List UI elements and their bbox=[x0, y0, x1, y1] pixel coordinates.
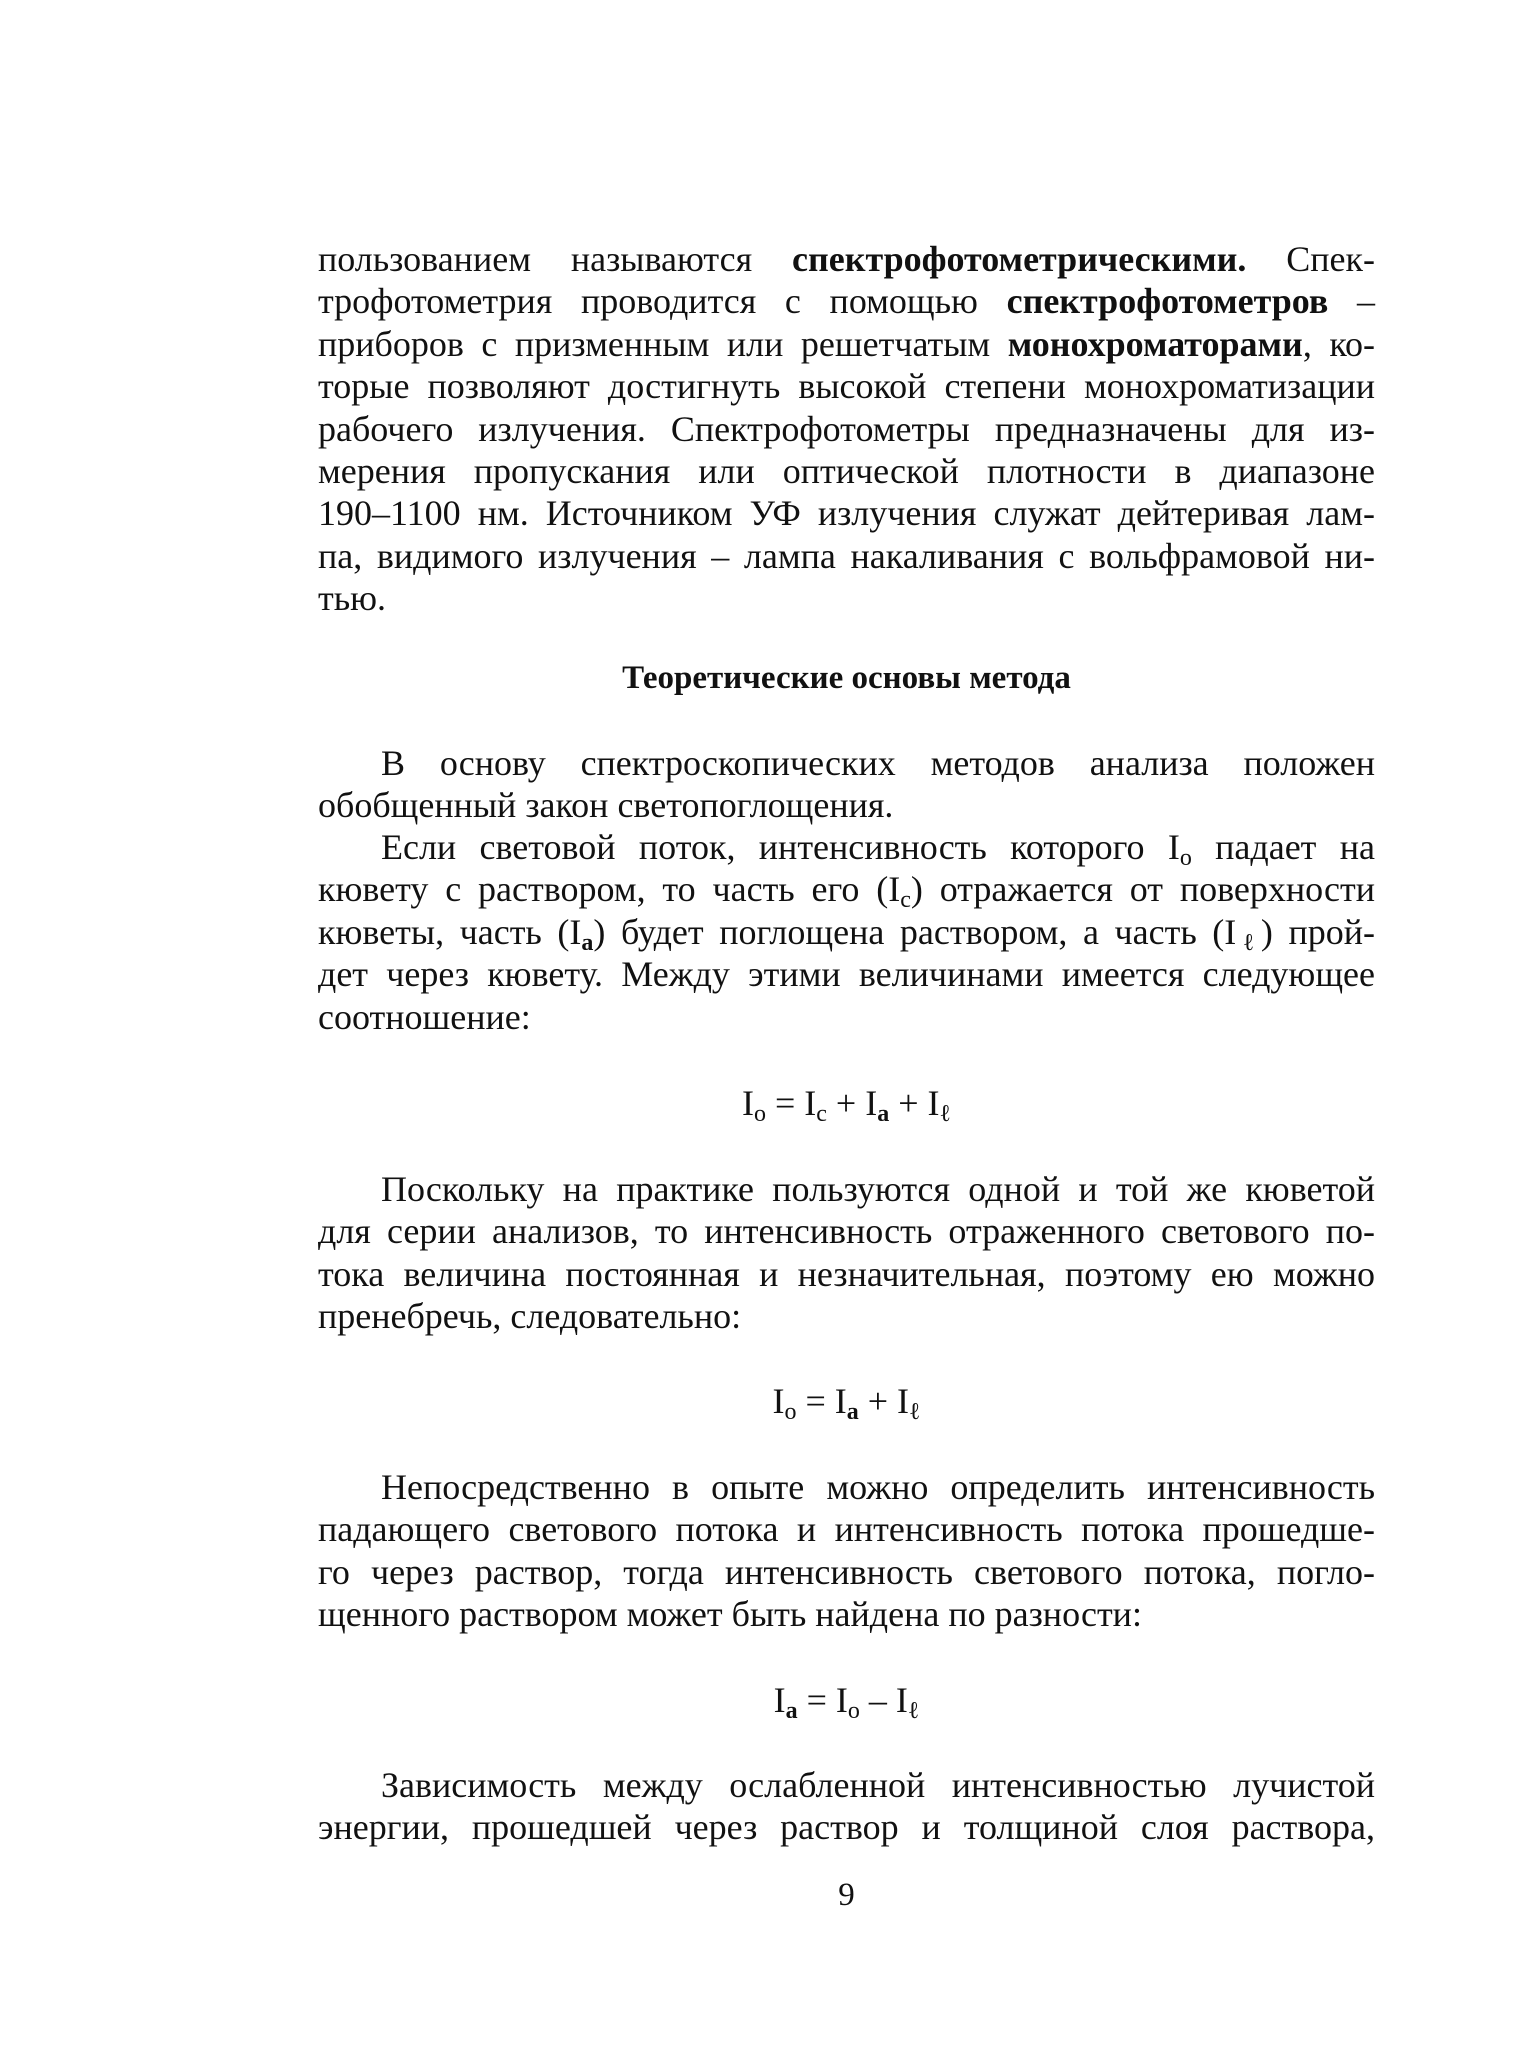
text-line: Непосредственно в опыте можно определить интенсивность bbox=[381, 1467, 1375, 1507]
text-line: энергии, прошедшей через раствор и толщиной слоя раствора, bbox=[318, 1807, 1375, 1848]
formula-absorbed: $I_a = I_o - I_\ell$ bbox=[773, 1680, 920, 1724]
text-line: рабочего излучения. Спектрофотометры предназначены для из- bbox=[318, 408, 1375, 449]
text-line: тью. bbox=[318, 578, 387, 619]
text-line: Если световой поток, интенсивность которого $I_o$ падает на bbox=[381, 827, 1375, 871]
paragraph-spectrophotometry bbox=[318, 238, 1375, 620]
paragraph-dependence bbox=[318, 1764, 1375, 1849]
text-line: пренебречь, следовательно: bbox=[318, 1296, 742, 1337]
page-number: 9 bbox=[838, 1877, 855, 1913]
text-line: обобщенный закон светопоглощения. bbox=[318, 785, 894, 826]
text-line: В основу спектроскопических методов анализа положен bbox=[381, 743, 1375, 783]
text-line: па, видимого излучения – лампа накаливания с вольфрамовой ни- bbox=[318, 535, 1375, 576]
formula-simplified: $I_o = I_a + I_\ell$ bbox=[772, 1381, 921, 1425]
text-line: Зависимость между ослабленной интенсивностью лучистой bbox=[381, 1765, 1375, 1805]
paragraph-light-flux bbox=[318, 826, 1375, 1038]
text-line: торые позволяют достигнуть высокой степени монохроматизации bbox=[318, 366, 1375, 407]
text-line: пользованием называются спектрофотометрическими. Спек- bbox=[318, 239, 1375, 279]
text-line: 190–1100 нм. Источником УФ излучения служат дейтеривая лам- bbox=[318, 493, 1375, 534]
text-line: го через раствор, тогда интенсивность светового потока, погло- bbox=[318, 1551, 1375, 1592]
paragraph-intro bbox=[318, 742, 1375, 827]
text-line: мерения пропускания или оптической плотности в диапазоне bbox=[318, 450, 1375, 491]
text-line: падающего светового потока и интенсивность потока прошедше- bbox=[318, 1509, 1375, 1550]
paragraph-neglect-reflection bbox=[318, 1168, 1375, 1338]
text-line: кювету с раствором, то часть его $(I_c)$ отражается от поверхности bbox=[318, 869, 1376, 914]
text-line: Поскольку на практике пользуются одной и той же кюветой bbox=[381, 1169, 1375, 1209]
section-heading: Теоретические основы метода bbox=[622, 660, 1071, 696]
text-line: соотношение: bbox=[318, 996, 531, 1037]
text-line: трофотометрия проводится с помощью спектрофотометров – bbox=[318, 281, 1375, 322]
formula-total-intensity: $I_o = I_c + I_a + I_\ell$ bbox=[741, 1083, 952, 1127]
text-line: дет через кювету. Между этими величинами имеется следующее bbox=[318, 954, 1375, 995]
text-line: щенного раствором может быть найдена по разности: bbox=[318, 1594, 1142, 1635]
text-line: тока величина постоянная и незначительная, поэтому ею можно bbox=[318, 1253, 1375, 1294]
text-line: кюветы, часть $(I_a)$ будет поглощена раствором, а часть $(I_\ell)$ прой- bbox=[318, 911, 1375, 956]
text-line: приборов с призменным или решетчатым монохроматорами, ко- bbox=[318, 323, 1375, 364]
paragraph-experiment bbox=[318, 1466, 1375, 1636]
text-line: для серии анализов, то интенсивность отраженного светового по- bbox=[318, 1211, 1375, 1252]
